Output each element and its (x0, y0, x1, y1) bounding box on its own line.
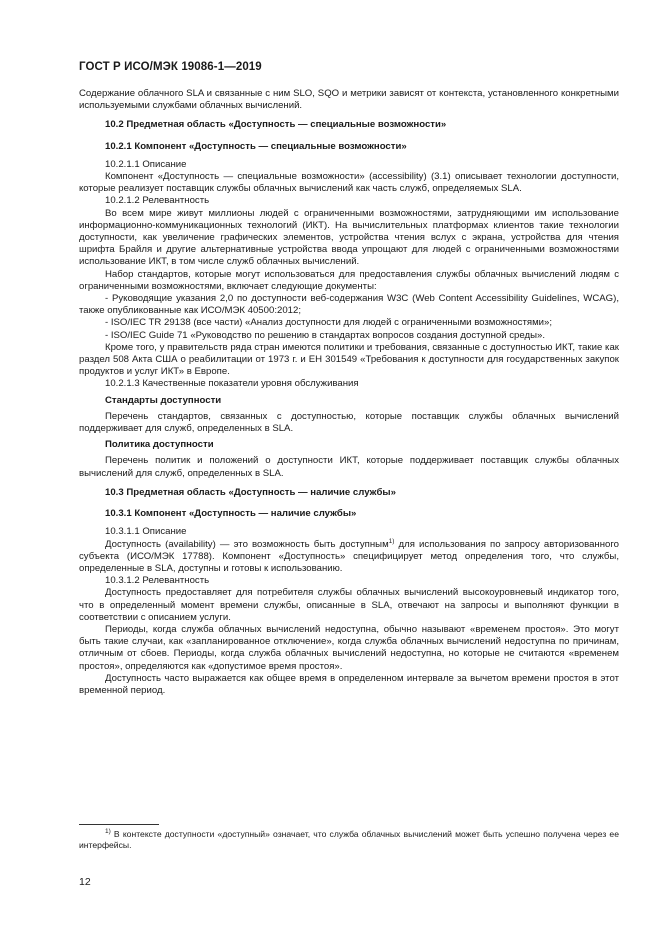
section-10-2-1-2-heading: 10.2.1.2 Релевантность (105, 195, 210, 207)
section-10-3-1-1-heading: 10.3.1.1 Описание (105, 526, 187, 538)
relevance-paragraph: Во всем мире живут миллионы людей с ограниченными возможностями, затрудняющими им использование информационно-коммуникационных технологий (ИКТ). На вычислительных платформах клиентов такие технологии доступности, как увеличение графических элементов, устройства чтения вслух с экрана, устройства для чтения шрифта Брайля и другие альтернативные устройства ввода упрощают для людей с ограниченными возможностями использование ИКТ, в том числе служб облачных вычислений. (79, 207, 619, 268)
section-10-2-1-1-heading: 10.2.1.1 Описание (105, 158, 187, 170)
availability-text-a: Доступность (availability) — это возможность быть доступным (105, 538, 389, 550)
footnote-divider (79, 824, 159, 825)
availability-description-paragraph (79, 539, 619, 576)
downtime-paragraph: Периоды, когда служба облачных вычислений недоступна, обычно называют «временем простоя». Это могут быть такие случаи, как «запланированное отключение», когда служба облачных вычислений недоступна по причинам, отличным от сбоев. Периоды, когда служба облачных вычислений недоступна, но которые не считаются «временем простоя», определяются как «допустимое время простоя». (79, 623, 619, 672)
standards-paragraph: Перечень стандартов, связанных с доступностью, которые поставщик службы облачных вычислений поддерживает для служб, определенных в SLA. (79, 410, 619, 435)
policy-paragraph: Перечень политик и положений о доступности ИКТ, которые поддерживает поставщик службы облачных вычислений для служб, определенных в SLA. (79, 455, 619, 479)
footnote (79, 829, 619, 851)
standards-subheading: Стандарты доступности (105, 394, 222, 406)
intro-paragraph: Содержание облачного SLA и связанные с ним SLO, SQO и метрики зависят от контекста, установленного конкретными используемыми службами облачных вычислений. (79, 88, 619, 112)
policy-subheading: Политика доступности (105, 439, 214, 451)
footnote-reference: 1) (388, 537, 395, 545)
section-10-2-1-heading: 10.2.1 Компонент «Доступность — специальные возможности» (105, 140, 407, 152)
document-header: ГОСТ Р ИСО/МЭК 19086-1—2019 (79, 61, 262, 73)
section-10-3-heading: 10.3 Предметная область «Доступность — наличие службы» (105, 486, 396, 498)
description-paragraph: Компонент «Доступность — специальные возможности» (accessibility) (3.1) описывает технологии доступности, которые реализует поставщик службы облачных вычислений как часть служб, определяемых SLA. (79, 171, 619, 195)
footnote-text: В контексте доступности «доступный» означает, что служба облачных вычислений может быть успешно получена через ее интерфейсы. (79, 829, 619, 850)
section-10-2-1-3-heading: 10.2.1.3 Качественные показатели уровня обслуживания (105, 378, 359, 390)
section-10-3-1-heading: 10.3.1 Компонент «Доступность — наличие службы» (105, 508, 357, 520)
list-item: - Руководящие указания 2,0 по доступности веб-содержания W3C (Web Content Accessibility Guidelines, WCAG), также опубликованные как ИСО/МЭК 40500:2012; (79, 293, 619, 317)
standards-set-paragraph: Набор стандартов, которые могут использоваться для предоставления службы облачных вычислений людям с ограниченными возможностями, включает следующие документы: (79, 268, 619, 292)
document-body (79, 88, 619, 697)
availability-text-b: для использования по запросу авторизованного субъекта (ИСО/МЭК 17788). Компонент «Доступность» специфицирует метод определения того, что службы, определенные в SLA, доступны и готовы к использованию. (79, 538, 619, 574)
policies-paragraph: Кроме того, у правительств ряда стран имеются политики и требования, связанные с доступностью ИКТ, такие как раздел 508 Акта США о реабилитации от 1973 г. и ЕН 301549 «Требования к доступности для государственных закупок продуктов и услуг ИКТ» в Европе. (79, 341, 619, 378)
availability-expression-paragraph: Доступность часто выражается как общее время в определенном интервале за вычетом времени простоя в этот временной период. (79, 672, 619, 696)
availability-relevance-paragraph: Доступность предоставляет для потребителя службы облачных вычислений высокоуровневый индикатор того, что в определенный момент времени службы, описанные в SLA, отвечают на запросы и выполняют функции в соответствии с описанием услуги. (79, 587, 619, 623)
section-10-3-1-2-heading: 10.3.1.2 Релевантность (105, 575, 210, 587)
list-item: - ISO/IEC TR 29138 (все части) «Анализ доступности для людей с ограниченными возможностями»; (105, 317, 553, 329)
section-10-2-heading: 10.2 Предметная область «Доступность — специальные возможности» (105, 119, 447, 131)
page-number: 12 (79, 876, 91, 888)
footnote-mark: 1) (105, 828, 111, 835)
list-item: - ISO/IEC Guide 71 «Руководство по решению в стандартах вопросов создания доступной среды». (105, 329, 546, 341)
